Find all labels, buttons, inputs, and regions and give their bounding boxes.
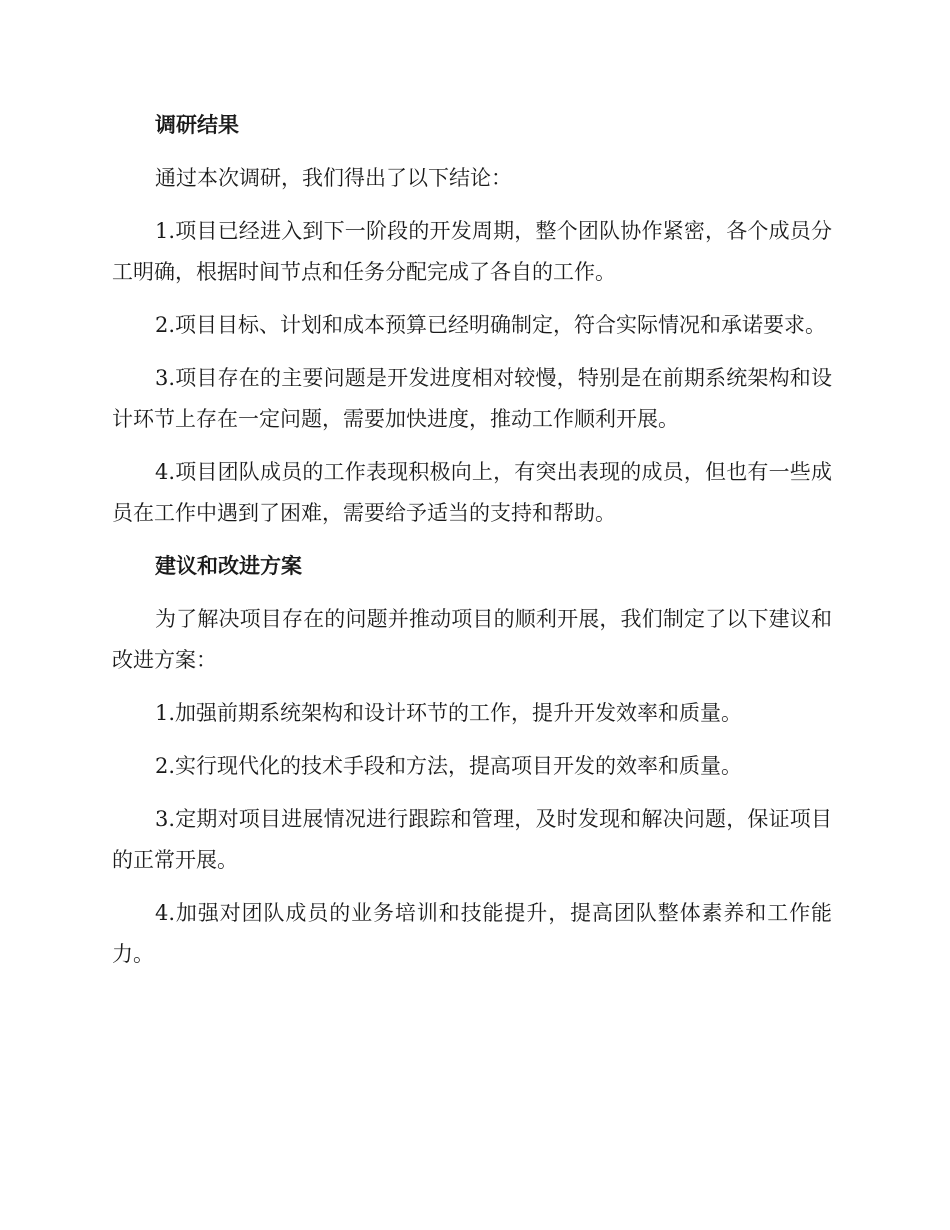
recommendation-item: 2.实行现代化的技术手段和方法，提高项目开发的效率和质量。 <box>155 754 743 778</box>
recommendation-item: 1.加强前期系统架构和设计环节的工作，提升开发效率和质量。 <box>155 701 743 725</box>
conclusion-item: 3.项目存在的主要问题是开发进度相对较慢，特别是在前期系统架构和设计环节上存在一定问题，需要加快进度，推动工作顺利开展。 <box>112 366 832 431</box>
recommendation-item: 4.加强对团队成员的业务培训和技能提升，提高团队整体素养和工作能力。 <box>112 901 832 966</box>
conclusion-item: 1.项目已经进入到下一阶段的开发周期，整个团队协作紧密，各个成员分工明确，根据时间节点和任务分配完成了各自的工作。 <box>112 219 832 284</box>
recommendation-item: 3.定期对项目进展情况进行跟踪和管理，及时发现和解决问题，保证项目的正常开展。 <box>112 807 832 872</box>
section-recommendations <box>112 546 832 975</box>
section-intro: 为了解决项目存在的问题并推动项目的顺利开展，我们制定了以下建议和改进方案： <box>112 607 832 672</box>
document-page <box>112 105 832 987</box>
section-heading: 调研结果 <box>155 113 239 137</box>
conclusion-item: 4.项目团队成员的工作表现积极向上，有突出表现的成员，但也有一些成员在工作中遇到了困难，需要给予适当的支持和帮助。 <box>112 460 832 525</box>
section-heading: 建议和改进方案 <box>155 554 302 578</box>
section-intro: 通过本次调研，我们得出了以下结论： <box>155 166 512 190</box>
section-research-results <box>112 105 832 534</box>
conclusion-item: 2.项目目标、计划和成本预算已经明确制定，符合实际情况和承诺要求。 <box>155 313 827 337</box>
